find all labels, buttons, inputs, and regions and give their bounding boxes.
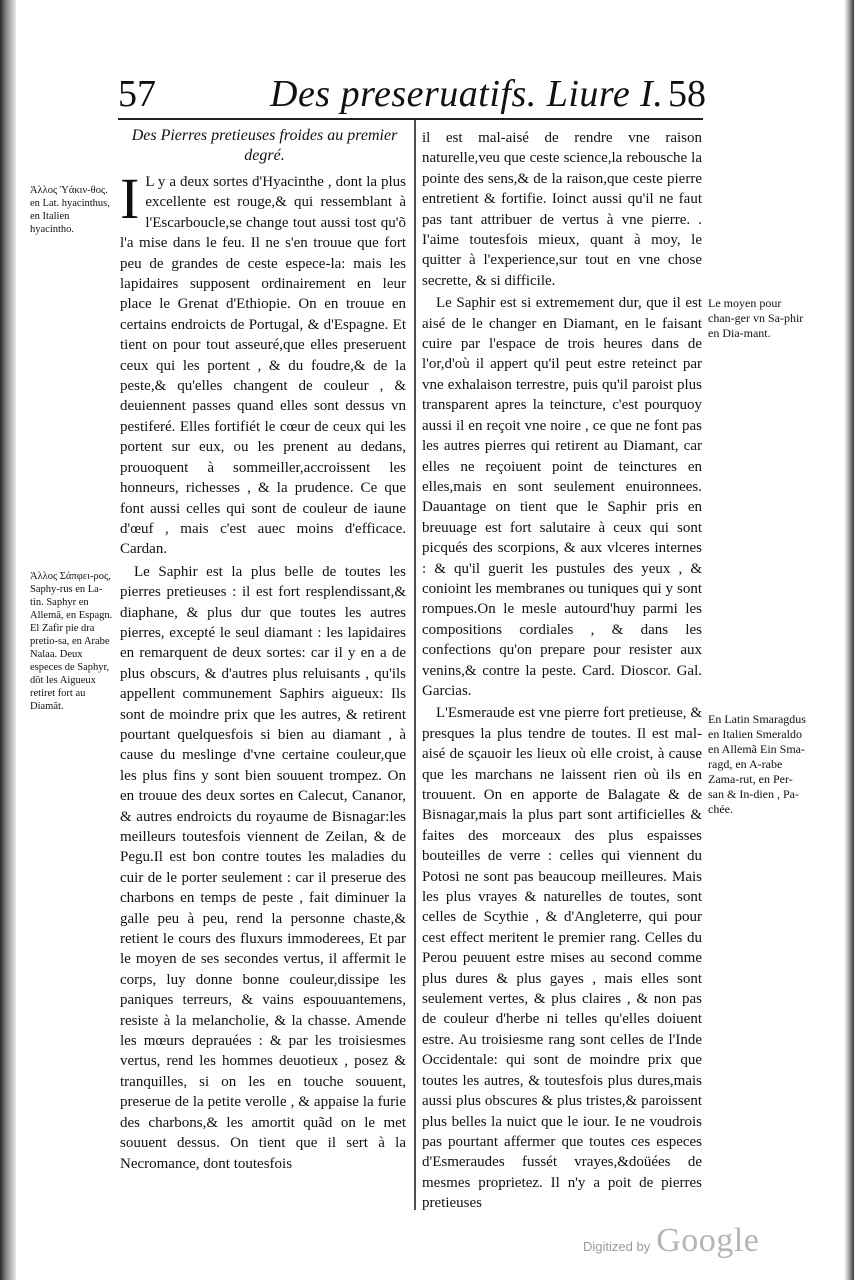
paragraph-text: L y a deux sortes d'Hyacinthe , dont la plus excellente est rouge,& qui ressemblant à l'Escarboucle,se change tout aussi tost qu'õ l'a mise dans le feu. Il ne s'en trouue que fort peu de grandes de ceste espece-la: mais les lapidaires supposent ordinairement en leur place le Grenat d'Ethiopie. On en trouue en certains endroicts de Portugal, & d'Espagne. Et tient on pour tout asseuré,que elles preseruent ceux qui les portent , & du foudre,& de la peste,& qu'elles changent de couleur , & deuiennent passes quand elles sont dessus vn pestiferé. Elles fortifiét le cœur de ceux qui les portent sur eux, ou les prenent au dedans, prouoquent à sommeiller,accroissent les honneurs, richesses , & la prudence. Ce que font aussi celles qui sont de couleur de iaune d'œuf , mais c'est auec moins d'efficace. Cardan.	[120, 174, 406, 558]
page-number-left: 57	[118, 73, 156, 115]
drop-cap: I	[120, 166, 140, 231]
left-column	[120, 166, 406, 1174]
margin-note-diamant: Le moyen pour chan-ger vn Sa-phir en Dia-mant.	[708, 296, 804, 340]
margin-note-hyacinthe: Ἀλλος Ὑάκιν-θος. en Lat. hyacinthus, en Italien hyacintho.	[30, 185, 110, 235]
column-divider	[414, 120, 416, 1210]
page-number-right: 58	[668, 73, 706, 115]
paragraph-saphir-diamant: Le Saphir est si extremement dur, que il est aisé de le changer en Diamant, en le faisant cuire par l'espace de trois heures dans de l'or,d'où il appert qu'il peut estre reteinct par vne exhalaison terrestre, puis qu'il paroist plus transparent apres la teincture, c'est pourquoy aussi il en reçoit vne noire , ce que ne font pas les autres pierres qui retirent au Diamant, car elles ne reçoiuent point de teinctures en elles,mais en sont seulement enuironnees. Dauantage on tient que le Saphir pris en breuuage est fort salutaire à ceux qui sont picqués des scorpions, & aux vlceres internes : & qu'il guerit les pustules des yeux , & conioint les membranes ou tuniques qui y sont rompues.On le mesle autourd'huy parmi les compositions cordiales , & dans les confections qu'on prepare pour resister aux venins,& contre la peste. Card. Dioscor. Gal. Garcias.	[422, 295, 702, 699]
page-shadow-right	[844, 0, 854, 1280]
paragraph-esmeraude: L'Esmeraude est vne pierre fort pretieuse, & presques la plus tendre de toutes. Il est mal-aisé de sçauoir les lieux où elle croist, à cause que les marchans ne laissent rien où ils en trouuent. On en apporte de Balagate & de Bisnagar,mais la plus part sont artificielles & faites des morceaux des plus espaisses bouteilles de verre : celles qui viennent du Potosi ne sont pas beaucoup meilleures. Mais les plus vrayes & naturelles de toutes, sont celles de Scythie , & d'Angleterre, qui pour cest effect meritent le premier rang. Celles du Perou peuuent estre mises au second comme plus dures & plus gayes , mais elles sont seulement vertes, & plus claires , & non pas de couleur d'herbe ni telles qu'elles doiuent estre. Au troisiesme rang sont celles de l'Inde Occidentale: qui sont de moindre prix que toutes les autres, & toutesfois plus dures,mais aussi plus obscures & plus tristes,& paroissent plus belles la nuict que le iour. Ie ne voudrois pas pourtant affermer que toutes ces especes d'Esmeraudes fussét vrayes,&doüées de mesmes proprietez. Il n'y a poit de pierres pretieuses	[422, 705, 702, 1212]
paragraph-saphir: Le Saphir est la plus belle de toutes les pierres pretieuses : il est fort resplendissant,& diaphane, & plus dur que toutes les autres pierres, excepté le seul diamant : les lapidaires en remarquent de deux sortes: car il y en a de plus obscurs, & d'autres plus reluisants , qu'ils appellent communement Saphirs aigueux: Ils sont de moindre prix que les autres, & retirent pourtant quelquesfois si bien au diamant , à cause du meslinge d'vne certaine couleur,que les plus fins y sont bien souuent trompez. On en trouue des deux sortes en Calecut, Cananor, & autres endroicts du royaume de Bisnagar:les meilleurs toutesfois viennent de Zeilan, & de Pegu.Il est bon contre toutes les maladies du cuir de le porter seulement : car il preserue des charbons en temps de peste , fait diminuer la galle peu à peu, rend la personne chaste,& retient le cours des fluxurs immoderees, Et par le moyen de ses secondes vertus, il affermit le corps, luy donne bonne couleur,dissipe les paniques terreurs, & vains espouuantemens, resiste à la melancholie, & la chasse. Amende les mœurs deprauées : & par les troisiesmes vertus, rend les hommes deuotieux , posez & tranquilles, si on les en touche souuent, preserue de la petite verolle , & appaise la furie des charbons,& les amortit quãd on le met souuent dessus. On tient que il sert à la Necromance, dont toutesfois	[120, 563, 406, 1172]
margin-note-saphir: Ἀλλος Σάπφει-ρος, Saphy-rus en La-tin. Saphyr en Allemã, en Espagn. El Zafir pie dra pretio-sa, en Arabe Nalaa. Deux especes de Saphyr, dõt les Aigueux retiret fort au Diamãt.	[30, 571, 113, 712]
paragraph-hyacinthe	[120, 166, 406, 560]
watermark-prefix: Digitized by	[583, 1239, 651, 1254]
margin-note-esmeraude: En Latin Smaragdus en Italien Smeraldo en Allemã Ein Sma-ragd, en A-rabe Zama-rut, en Per-san & In-dien , Pa-chée.	[708, 712, 806, 816]
right-column	[422, 128, 702, 1214]
digitized-watermark	[583, 1222, 759, 1260]
page-shadow-left	[0, 0, 16, 1280]
paragraph-saphir-cont: il est mal-aisé de rendre vne raison naturelle,veu que ceste science,la rebousche la pointe des sens,& de la raison,que ceste pierre entretient & fortifie. Ioinct aussi qu'il ne faut pas tant attribuer de vertus à vne pierre. . I'aime toutesfois mieux, quant à moy, le quitter à l'experience,sur tout en vne chose secrette, & si difficile.	[422, 130, 702, 289]
running-head: Des preseruatifs. Liure I.	[270, 73, 664, 115]
google-logo: Google	[656, 1222, 760, 1259]
header-rule	[118, 118, 703, 120]
section-title: Des Pierres pretieuses froides au premier degré.	[131, 127, 398, 164]
